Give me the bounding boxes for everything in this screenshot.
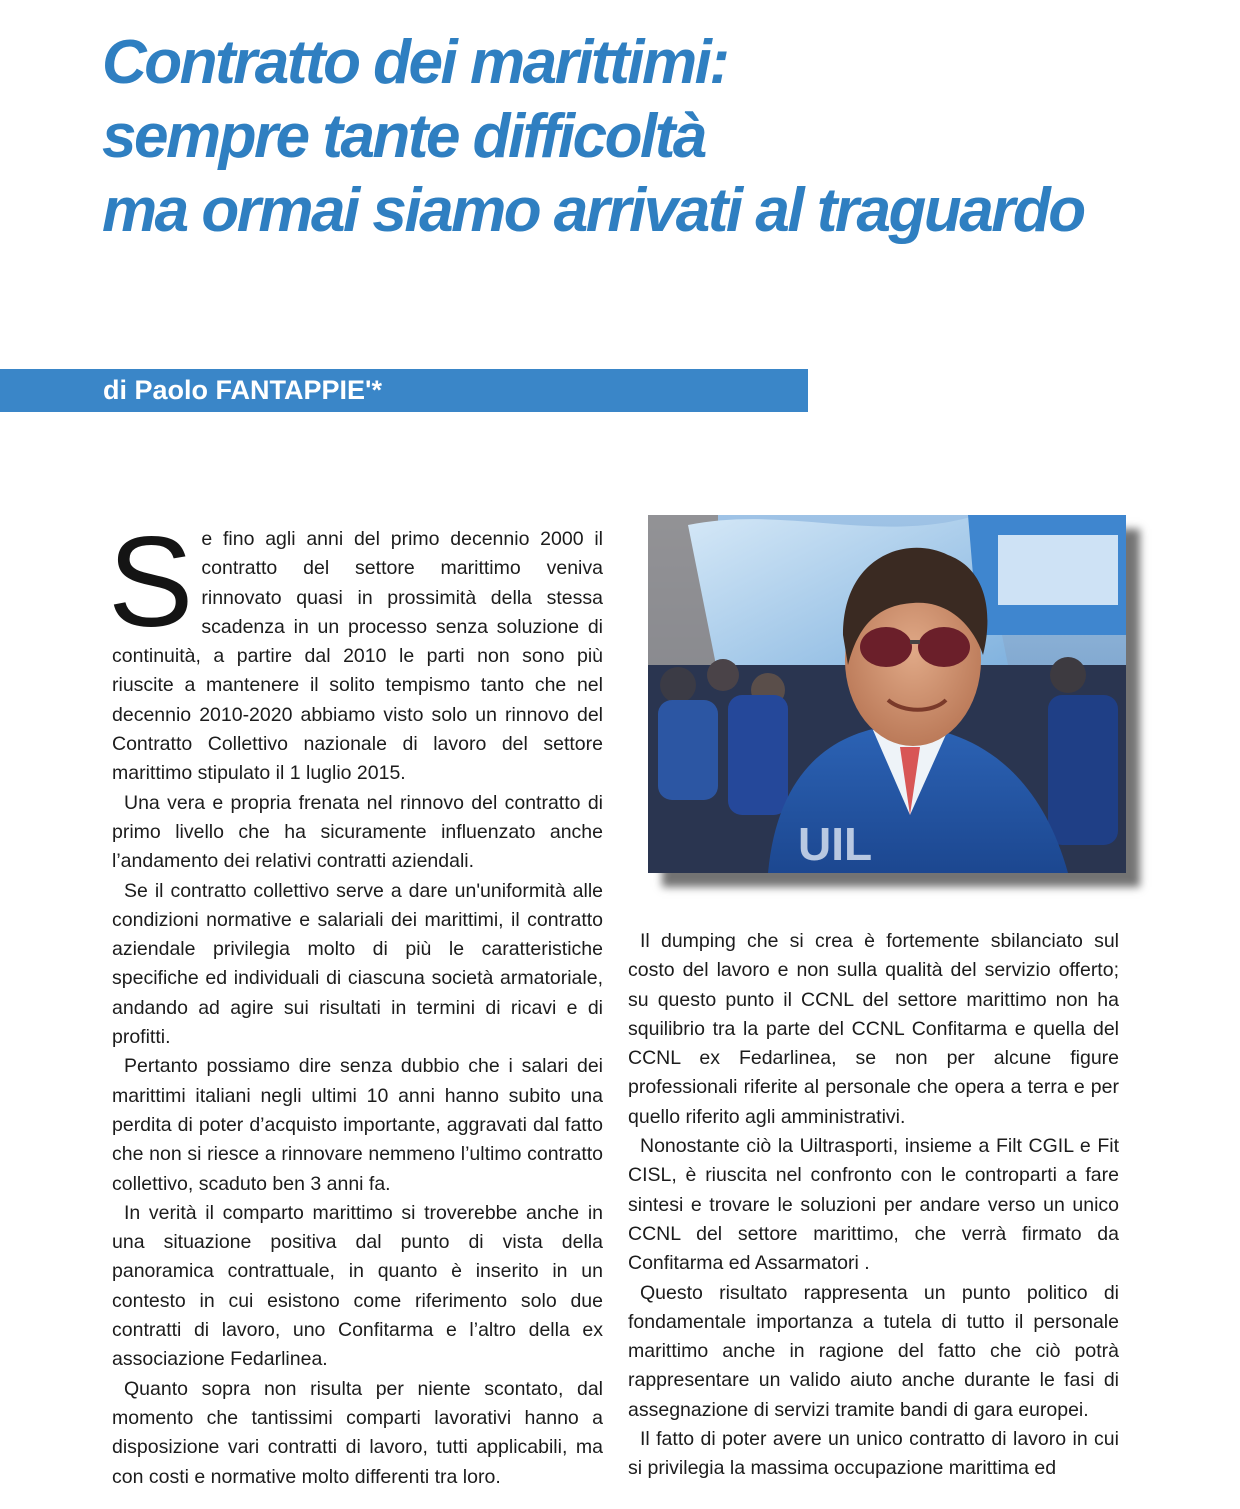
svg-text:UIL: UIL xyxy=(798,818,873,870)
drop-cap: S xyxy=(108,511,194,654)
paragraph: Il fatto di poter avere un unico contratto di lavoro in cui si privilegia la massima occupazione marittima ed xyxy=(628,1428,1119,1480)
paragraph: In verità il comparto marittimo si troverebbe anche in una situazione positiva dal punto di vista della panoramica contrattuale, in quanto è inserito in un contesto in cui esistono come riferimento solo due contratti di lavoro, uno Confitarma e l’altro della ex associazione Fedarlinea. xyxy=(112,1201,603,1371)
byline-bar xyxy=(0,369,808,412)
headline-line-3: ma ormai siamo arrivati al traguardo xyxy=(102,176,1084,245)
right-text-column xyxy=(628,927,1119,1484)
paragraph: Questo risultato rappresenta un punto politico di fondamentale importanza a tutela di tutto il personale marittimo anche in ragione del fatto che ciò potrà rappresentare un valido aiuto anche durante le fasi di assegnazione di servizi tramite bandi di gara europei. xyxy=(628,1281,1119,1421)
headline-line-2: sempre tante difficoltà xyxy=(102,102,705,171)
author-photo-illustration xyxy=(648,515,1126,873)
first-paragraph-text: e fino agli anni del primo decennio 2000 il contratto del settore marittimo veniva rinnovato quasi in prossimità della stessa scadenza in un processo senza soluzione di continuità, a partire dal 2010 le parti non sono più riuscite a mantenere il solito tempismo tanto che nel decennio 2010-2020 abbiamo visto solo un rinnovo del Contratto Collettivo nazionale di lavoro del settore marittimo stipulato il 1 luglio 2015. xyxy=(112,528,603,785)
byline: di Paolo FANTAPPIE'* xyxy=(103,375,382,405)
headline-line-1: Contratto dei marittimi: xyxy=(102,28,728,97)
author-photo xyxy=(648,515,1126,873)
article-headline xyxy=(102,26,1202,248)
left-text-column xyxy=(108,511,603,1492)
paragraph: Pertanto possiamo dire senza dubbio che i salari dei marittimi italiani negli ultimi 10 anni hanno subito una perdita di poter d’acquisto importante, aggravati dal fatto che non si riesce a rinnovare nemmeno l’ultimo contratto collettivo, scaduto ben 3 anni fa. xyxy=(112,1055,603,1195)
first-paragraph xyxy=(108,511,603,789)
paragraph: Una vera e propria frenata nel rinnovo del contratto di primo livello che ha sicuramente influenzato anche l’andamento dei relativi contratti aziendali. xyxy=(112,791,603,873)
paragraph: Nonostante ciò la Uiltrasporti, insieme a Filt CGIL e Fit CISL, è riuscita nel confronto con le controparti a fare sintesi e trovare le soluzioni per andare verso un unico CCNL del settore marittimo, che verrà firmato da Confitarma ed Assarmatori . xyxy=(628,1135,1119,1275)
paragraph: Se il contratto collettivo serve a dare un'uniformità alle condizioni normative e salariali dei marittimi, il contratto aziendale privilegia molto di più le caratteristiche specifiche ed individuali di ciascuna società armatoriale, andando ad agire sui risultati in termini di ricavi e di profitti. xyxy=(112,879,603,1049)
paragraph: Il dumping che si crea è fortemente sbilanciato sul costo del lavoro e non sulla qualità del servizio offerto; su questo punto il CCNL del settore marittimo non ha squilibrio tra la parte del CCNL Confitarma e quella del CCNL ex Fedarlinea, se non per alcune figure professionali riferite al personale che opera a terra e per quello riferito agli amministrativi. xyxy=(628,930,1119,1128)
paragraph: Quanto sopra non risulta per niente scontato, dal momento che tantissimi comparti lavorativi hanno a disposizione vari contratti di lavoro, tutti applicabili, ma con costi e normative molto differenti tra loro. xyxy=(112,1377,603,1488)
